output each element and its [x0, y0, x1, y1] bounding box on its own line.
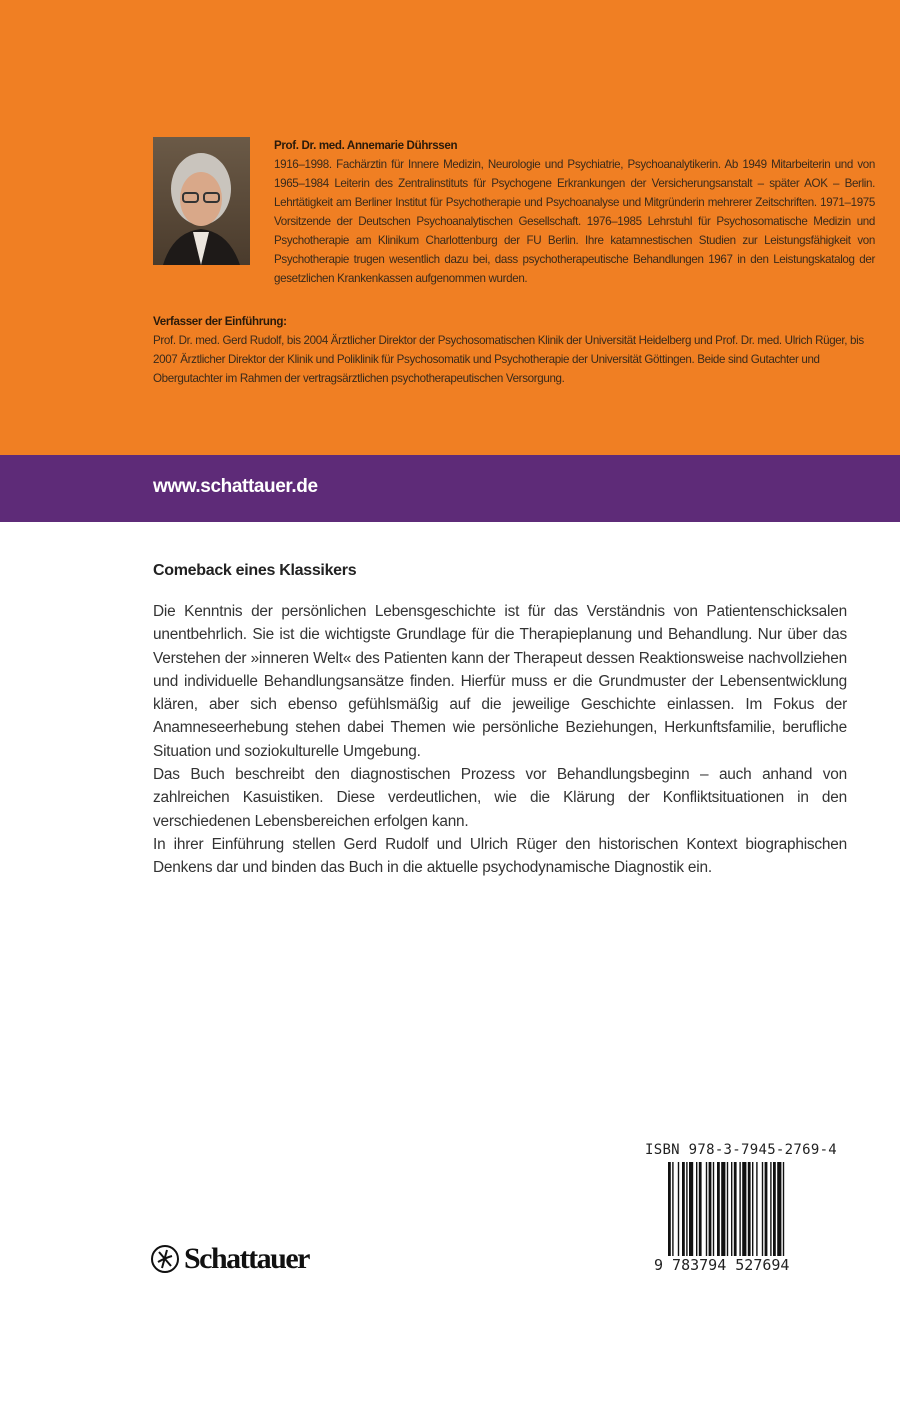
author-bio-text: 1916–1998. Fachärztin für Innere Medizin, Neurologie und Psychiatrie, Psychoanalytikerin. Ab 1949 Mitarbeiterin und von 1965–1984 Leiterin des Zentralinstituts für Psychogene Erkrankungen der Versicherungsanstalt – später AOK – Berlin. Lehrtätigkeit am Berliner Institut für Psychotherapie und Psychoanalyse und Mitgründerin mehrerer Zeitschriften. 1971–1975 Vorsitzende der Deutschen Psychoanalytischen Gesellschaft. 1976–1985 Lehrstuhl für Psychosomatische Medizin und Psychotherapie am Klinikum Charlottenburg der FU Berlin. Ihre katamnestischen Studien zur Leistungsfähigkeit von Psychotherapie trugen wesentlich dazu bei, dass psychotherapeutische Behandlungen 1967 in den Leistungskatalog der gesetzlichen Krankenkassen aufgenommen wurden. — [274, 158, 875, 285]
intro-authors — [153, 312, 875, 388]
publisher-name: Schattauer — [184, 1242, 309, 1275]
author-name: Prof. Dr. med. Annemarie Dührssen — [274, 139, 458, 152]
blurb-paragraph: Das Buch beschreibt den diagnostischen Prozess vor Behandlungsbeginn – auch anhand von zahlreichen Kasuistiken. Diese verdeutlichen, wie die Klärung der Konfliktsituationen in den verschiedenen Lebensbereichen erfolgen kann. — [153, 766, 847, 830]
barcode-number: 9 783794 527694 — [654, 1256, 790, 1274]
website-link[interactable]: www.schattauer.de — [153, 476, 318, 497]
blurb-paragraph: In ihrer Einführung stellen Gerd Rudolf und Ulrich Rüger den historischen Kontext biographischen Denkens dar und binden das Buch in die aktuelle psychodynamische Diagnostik ein. — [153, 835, 847, 877]
blurb-paragraph: Die Kenntnis der persönlichen Lebensgeschichte ist für das Verständnis von Patientenschicksalen unentbehrlich. Sie ist die wichtigste Grundlage für die Therapieplanung und Behandlung. Nur über das Verstehen der »inneren Welt« des Patienten kann der Therapeut dessen Reaktionsweise nachvollziehen und individuelle Behandlungsansätze finden. Hierfür muss er die Grundmuster der Lebensentwicklung klären, aber sich ebenso gefühlsmäßig auf die jeweilige Geschichte einlassen. Im Fokus der Anamneseerhebung stehen dabei Themen wie persönliche Beziehungen, Herkunftsfamilie, berufliche Situation und soziokulturelle Umgebung. — [153, 603, 847, 760]
intro-authors-heading: Verfasser der Einführung: — [153, 315, 287, 328]
blurb-title: Comeback eines Klassikers — [153, 562, 357, 579]
author-photo — [153, 137, 250, 265]
purple-band — [0, 455, 900, 522]
author-bio — [274, 136, 875, 288]
blurb-body — [153, 600, 847, 880]
isbn-label: ISBN 978-3-7945-2769-4 — [645, 1142, 838, 1158]
intro-authors-text: Prof. Dr. med. Gerd Rudolf, bis 2004 Ärztlicher Direktor der Psychosomatischen Klinik der Universität Heidelberg und Prof. Dr. med. Ulrich Rüger, bis 2007 Ärztlicher Direktor der Klinik und Poliklinik für Psychosomatik und Psychotherapie der Universität Göttingen. Beide sind Gutachter und Obergutachter im Rahmen der vertragsärztlichen psychotherapeutischen Versorgung. — [153, 334, 864, 385]
publisher-logo — [150, 1242, 309, 1276]
schattauer-emblem-icon — [150, 1244, 180, 1274]
